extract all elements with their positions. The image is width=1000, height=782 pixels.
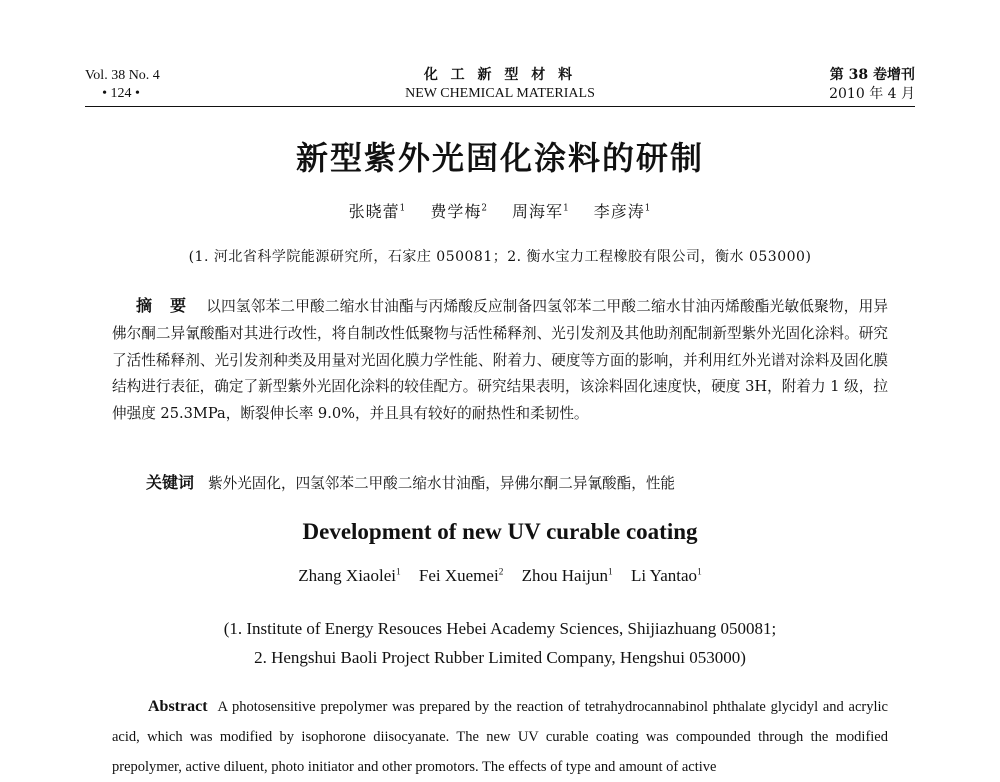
abstract-en-text: A photosensitive prepolymer was prepared by the reaction of tetrahydrocannabinol phthalate glycidyl and acrylic acid, which was modified by isophorone diisocyanate. The new UV curable coating was compounded through the modified prepolymer, active diluent, photo initiator and other promotors. The effects of type and amount of active bbox=[112, 699, 888, 775]
affiliation-en-1: (1. Institute of Energy Resouces Hebei Academy Sciences, Shijiazhuang 050081; bbox=[223, 619, 777, 638]
author-en: Li Yantao$^1$ bbox=[630, 566, 702, 585]
affiliations-cn: (1. 河北省科学院能源研究所，石家庄 050081；2. 衡水宝力工程橡胶有限公司，衡水 053000) bbox=[188, 249, 812, 265]
header-journal-en: NEW CHEMICAL MATERIALS bbox=[405, 86, 595, 101]
keywords-cn-text: 紫外光固化，四氢邻苯二甲酸二缩水甘油酯，异佛尔酮二异氰酸酯，性能 bbox=[208, 475, 676, 492]
abstract-cn-text: 以四氢邻苯二甲酸二缩水甘油酯与丙烯酸反应制备四氢邻苯二甲酸二缩水甘油丙烯酸酯光敏低聚物，用异佛尔酮二异氰酸酯对其进行改性，将自制改性低聚物与活性稀释剂、光引发剂及其他助剂配制新型紫外光固化涂料。研究了活性稀释剂、光引发剂种类及用量对光固化膜力学性能、附着力、硬度等方面的影响，并利用红外光谱对涂料及固化膜结构进行表征，确定了新型紫外光固化涂料的较佳配方。研究结果表明，该涂料固化速度快，硬度 3H，附着力 1 级，拉伸强度 25.3MPa，断裂伸长率 9.0%，并且具有较好的耐热性和柔韧性。 bbox=[112, 298, 888, 423]
authors-en bbox=[0, 566, 1000, 586]
author-en: Zhou Haijun$^1$ bbox=[521, 566, 613, 585]
abstract-cn bbox=[112, 293, 888, 428]
keywords-cn bbox=[146, 470, 675, 497]
header-rule bbox=[85, 106, 915, 107]
header-page: • 124 • bbox=[102, 86, 140, 101]
author-en: Fei Xuemei$^2$ bbox=[418, 566, 504, 585]
author-cn: 周海军$^1$ bbox=[512, 202, 570, 221]
header-journal-cn: 化 工 新 型 材 料 bbox=[423, 67, 577, 83]
keywords-cn-label: 关键词 bbox=[146, 473, 195, 492]
page-title-en: Development of new UV curable coating bbox=[302, 519, 698, 544]
abstract-cn-label: 摘 要 bbox=[136, 296, 193, 315]
abstract-en-label: Abstract bbox=[148, 698, 208, 715]
authors-cn bbox=[0, 199, 1000, 222]
header-date-cn: 2010 年 4 月 bbox=[829, 86, 915, 102]
header-volume: Vol. 38 No. 4 bbox=[85, 68, 160, 83]
header-volume-cn: 第 38 卷增刊 bbox=[829, 67, 915, 83]
abstract-en bbox=[112, 692, 888, 782]
page-title-cn: 新型紫外光固化涂料的研制 bbox=[295, 139, 704, 177]
author-cn: 张晓蕾$^1$ bbox=[348, 202, 407, 221]
author-cn: 费学梅$^2$ bbox=[430, 202, 488, 221]
author-en: Zhang Xiaolei$^1$ bbox=[298, 566, 401, 585]
affiliation-en-2: 2. Hengshui Baoli Project Rubber Limited Company, Hengshui 053000) bbox=[254, 648, 746, 667]
author-cn: 李彦涛$^1$ bbox=[593, 202, 652, 221]
